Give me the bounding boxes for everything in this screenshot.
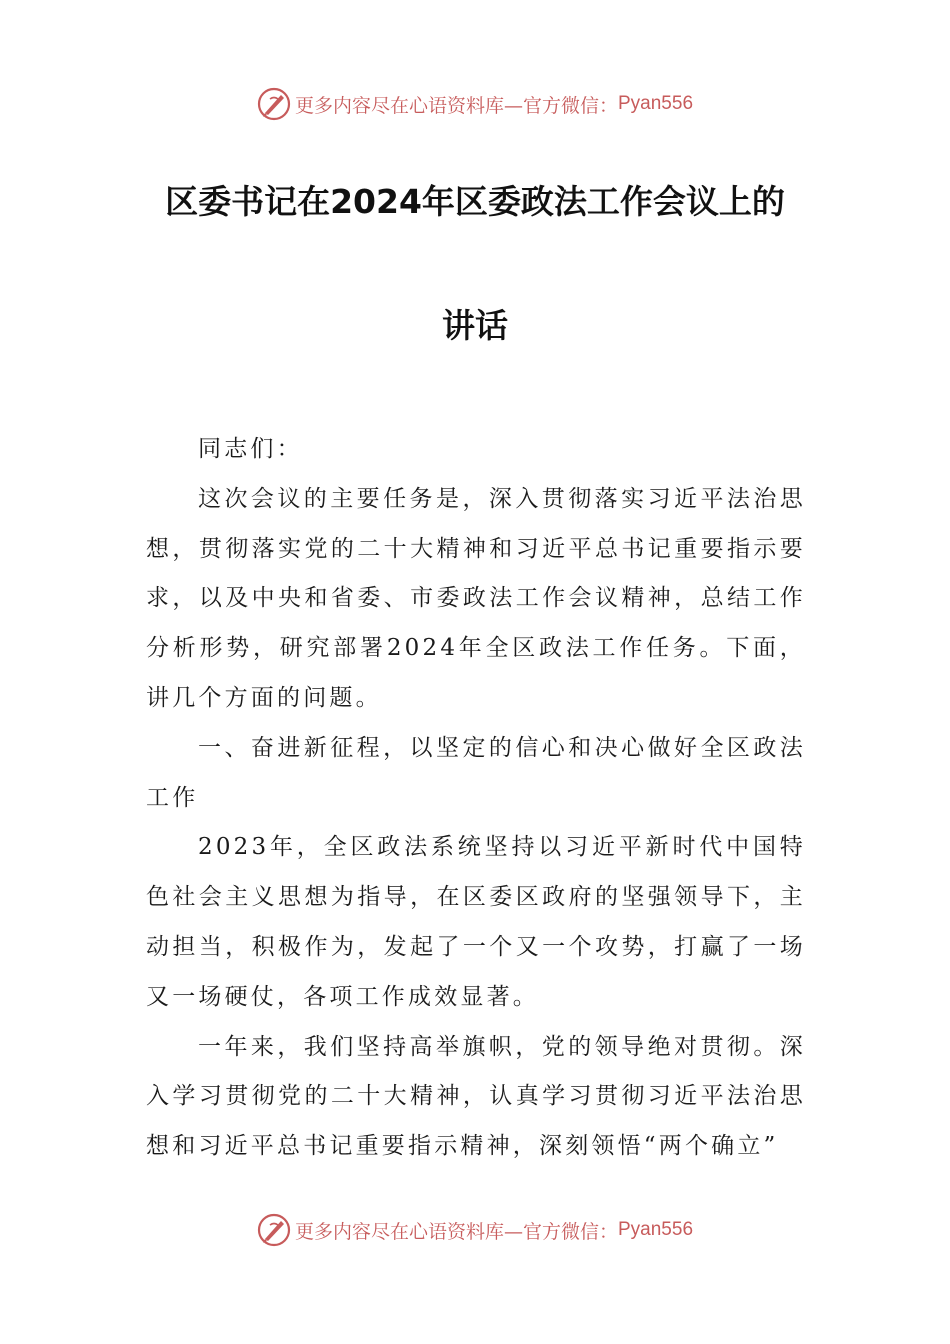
- paragraph: 同志们：: [198, 436, 303, 462]
- watermark-header: [0, 84, 950, 124]
- watermark-id: Pyan556: [618, 1219, 694, 1240]
- paragraph: 这次会议的主要任务是，深入贯彻落实习近平法治思想，贯彻落实党的二十大精神和习近平总书记重要指示要求，以及中央和省委、市委政法工作会议精神，总结工作分析形势，研究部署2024年全区政法工作任务。下面，讲几个方面的问题。: [146, 485, 806, 711]
- watermark-footer: [0, 1210, 950, 1250]
- paragraph: 2023年，全区政法系统坚持以习近平新时代中国特色社会主义思想为指导，在区委区政府的坚强领导下，主动担当，积极作为，发起了一个又一个攻势，打赢了一场又一场硬仗，各项工作成效显著。: [146, 834, 806, 1010]
- paragraph: 一年来，我们坚持高举旗帜，党的领导绝对贯彻。深入学习贯彻党的二十大精神，认真学习贯彻习近平法治思想和习近平总书记重要指示精神，深刻领悟“两个确立”: [146, 1033, 806, 1160]
- section-heading: 一、奋进新征程，以坚定的信心和决心做好全区政法工作: [146, 734, 806, 811]
- document-title-line-1: 区委书记在2024年区委政法工作会议上的: [165, 182, 785, 221]
- pen-logo-icon: [257, 87, 291, 121]
- watermark-text: 更多内容尽在心语资料库—官方微信：: [294, 1220, 618, 1243]
- document-body: [146, 425, 806, 1172]
- watermark-text: 更多内容尽在心语资料库—官方微信：: [294, 94, 618, 117]
- pen-logo-icon: [257, 1213, 291, 1247]
- document-title-line-2: 讲话: [442, 306, 508, 345]
- watermark-id: Pyan556: [618, 93, 694, 114]
